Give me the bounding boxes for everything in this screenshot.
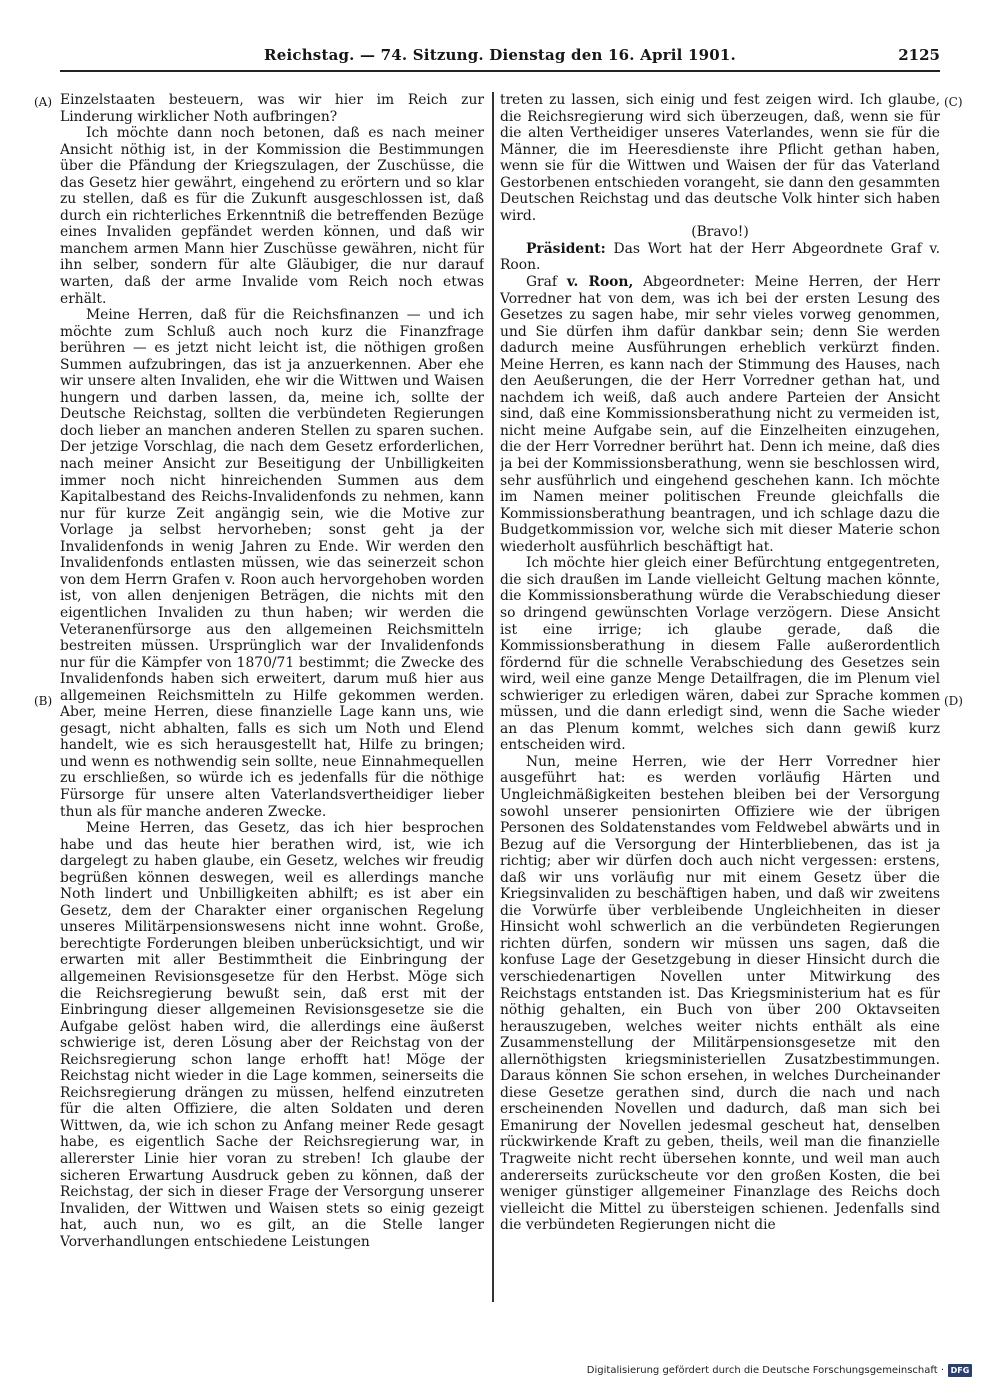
paragraph: treten zu lassen, sich einig und fest zeigen wird. Ich glaube, die Reichsregierung wird sich überzeugen, daß, wenn sie für die alten Vertheidiger unseres Vaterlandes, wenn sie für die Männer, die im Heeresdienste ihre Pflicht gethan haben, wenn sie für die Wittwen und Waisen der für das Vaterland Gestorbenen entschieden vorangeht, sie dann den gesammten Deutschen Reichstag und das deutsche Volk hinter sich haben wird. (500, 92, 940, 224)
page-header (60, 46, 940, 72)
speaker-label: Präsident: (526, 240, 606, 257)
speaker-title: Graf (526, 274, 558, 291)
left-column (60, 92, 484, 1302)
page-title: Reichstag. — 74. Sitzung. Dienstag den 16. April 1901. (264, 46, 736, 64)
digitization-credit (587, 1362, 972, 1378)
right-column (500, 92, 940, 1302)
paragraph: Meine Herren, das Gesetz, das ich hier besprochen habe und das heute hier berathen wird, ist, wie ich dargelegt zu haben glaube, ein Gesetz, welches wir freudig begrüßen können deswegen, weil es allerdings manche Noth lindert und Unbilligkeiten abhilft; es ist aber ein Gesetz, dem der Charakter einer organischen Regelung unseres Militärpensionswesens nicht inne wohnt. Große, berechtigte Forderungen bleiben unberücksichtigt, und wir erwarten mit aller Bestimmtheit die Einbringung der allgemeinen Revisionsgesetze für den Herbst. Möge sich die Reichsregierung bewußt sein, daß erst mit der Einbringung dieser allgemeinen Revisionsgesetze sie die Aufgabe gelöst haben wird, die allerdings eine äußerst schwierige ist, deren Lösung aber der Reichstag von der Reichsregierung schon lange erhofft hat! Möge der Reichstag nicht wieder in die Lage kommen, seinerseits die Reichsregierung drängen zu müssen, helfend einzutreten für die alten Offiziere, die alten Soldaten und deren Wittwen, da, wie ich schon zu Anfang meiner Rede gesagt habe, es eigentlich Sache der Reichsregierung war, in allererster Linie hier voran zu streben! Ich glaube der sicheren Erwartung Ausdruck geben zu können, daß der Reichstag, der sich in dieser Frage der Versorgung unserer Invaliden, der Wittwen und Waisen stets so einig gezeigt hat, auch nun, wo es gilt, an die Stelle langer Vorverhandlungen entschiedene Leistungen (60, 820, 484, 1250)
dfg-logo-icon: DFG (948, 1364, 972, 1377)
paragraph: Ich möchte hier gleich einer Befürchtung entgegentreten, die sich draußen im Lande vielleicht Geltung machen könnte, die Kommissionsberathung würde die Verabschiedung dieser so dringend gewünschten Vorlage verzögern. Diese Ansicht ist eine irrige; ich glaube gerade, daß die Kommissionsberathung in diesem Falle außerordentlich fördernd für die schnelle Verabschiedung des Gesetzes sein wird, weil eine ganze Menge Detailfragen, die im Plenum viel schwieriger zu erledigen wären, dabei zur Sprache kommen müssen, und die dann erledigt sind, wenn die Sache wieder an das Plenum kommt, welches sich dann gewiß kurz entscheiden wird. (500, 555, 940, 754)
paragraph: Meine Herren, daß für die Reichsfinanzen — und ich möchte zum Schluß auch noch kurz die Finanzfrage berühren — es jetzt nicht leicht ist, die nöthigen großen Summen aufzubringen, das ist ja anzuerkennen. Aber ehe wir unsere alten Invaliden, ehe wir die Wittwen und Waisen hungern und darben lassen, da, meine ich, sollte der Deutsche Reichstag, sollten die verbündeten Regierungen doch lieber an manchen anderen Stellen zu sparen suchen. Der jetzige Vorschlag, die nach dem Gesetz erforderlichen, nach meiner Ansicht zur Beseitigung der Unbilligkeiten immer noch nicht hinreichenden Summen aus dem Kapitalbestand des Reichs-Invalidenfonds zu nehmen, kann nur für kurze Zeit angängig sein, wie die Motive zur Vorlage ja selbst hervorheben; sonst geht ja der Invalidenfonds in wenig Jahren zu Ende. Wir werden den Invalidenfonds entlasten müssen, wie das seinerzeit schon von dem Herrn Grafen v. Roon auch hervorgehoben worden ist, von allen denjenigen Beträgen, die nichts mit den eigentlichen Invaliden zu thun haben; wir werden die Veteranenfürsorge aus den allgemeinen Reichsmitteln bestreiten müssen. Ursprünglich war der Invalidenfonds nur für die Kämpfer von 1870/71 bestimmt; die Zwecke des Invalidenfonds haben sich erweitert, darum muß hier aus allgemeinen Reichsmitteln zu Hilfe gekommen werden. Aber, meine Herren, diese finanzielle Lage kann uns, wie gesagt, nicht abhalten, falls es sich um Noth und Elend handelt, wie es sich herausgestellt hat, Hilfe zu bringen; und wenn es nothwendig sein sollte, neue Einnahmequellen zu erschließen, so würde ich es jedenfalls für die nöthige Fürsorge für unsere alten Vaterlandsvertheidiger lieber thun als für manche anderen Zwecke. (60, 307, 484, 820)
column-rule (492, 92, 494, 1302)
paragraph: Einzelstaaten besteuern, was wir hier im Reich zur Linderung wirklicher Noth aufbringen? (60, 92, 484, 125)
paragraph: Ich möchte dann noch betonen, daß es nach meiner Ansicht nöthig ist, in der Kommission die Bestimmungen über die Pfändung der Kriegszulagen, der Zuschüsse, die das Gesetz hier gewährt, eingehend zu erörtern und so klar zu stellen, daß es für die Zukunft ausgeschlossen ist, daß durch ein richterliches Erkenntniß die betreffenden Bezüge eines Invaliden gepfändet werden können, und daß wir manchem armen Mann hier Zuschüsse gewähren, nicht für ihn selber, sondern für alte Gläubiger, die nur darauf warten, daß der arme Invalide vom Reich noch etwas erhält. (60, 125, 484, 307)
margin-marker-c: (C) (944, 95, 963, 109)
speech-text: Abgeordneter: Meine Herren, der Herr Vorredner hat von dem, was ich bei der ersten Lesung des Gesetzes zu sagen habe, mir sehr vieles vorweg genommen, und Sie dürfen ihm dafür dankbar sein; denn Sie werden dadurch meine Ausführungen erheblich verkürzt finden. Meine Herren, es kann nach der Stimmung des Hauses, nach den Aeußerungen, die der Herr Vorredner gethan hat, und nachdem ich weiß, daß auch andere Parteien der Ansicht sind, daß eine Kommissionsberathung nicht zu vermeiden ist, nicht meine Aufgabe sein, auf die Einzelheiten einzugehen, die der Herr Vorredner berührt hat. Denn ich meine, daß dies ja bei der Kommissionsberathung, wenn sie beschlossen wird, sehr ausführlich und eingehend geschehen kann. Ich möchte im Namen meiner politischen Freunde gleichfalls die Kommissionsberathung beantragen, und ich schlage dazu die Budgetkommission vor, welche sich mit dieser Materie schon wiederholt ausführlich beschäftigt hat. (500, 274, 940, 555)
margin-marker-b: (B) (34, 694, 53, 708)
paragraph: Nun, meine Herren, wie der Herr Vorredner hier ausgeführt hat: es werden vorläufig Härten und Ungleichmäßigkeiten bestehen bleiben bei der Versorgung sowohl unserer pensionirten Offiziere wie der übrigen Personen des Soldatenstandes vom Feldwebel abwärts und in Bezug auf die Versorgung der Hinterbliebenen, das ist ja richtig; aber wir dürfen doch auch nicht vergessen: erstens, daß wir uns vorläufig nur mit einem Gesetz über die Kriegsinvaliden zu beschäftigen haben, und daß wir zweitens die Vorwürfe über verbleibende Ungleichheiten in dieser Hinsicht wohl schwerlich an die verbündeten Regierungen richten dürfen, sondern wir müssen uns sagen, daß die konfuse Lage der Gesetzgebung in dieser Hinsicht durch die verschiedenartigen Novellen unter Mitwirkung des Reichstags entstanden ist. Das Kriegsministerium hat es für nöthig gehalten, ein Buch von über 200 Oktavseiten herauszugeben, welches weiter nichts enthält als eine Zusammenstellung der Militärpensionsgesetze mit den allernöthigsten kriegsministeriellen Zusatzbestimmungen. Daraus können Sie schon ersehen, in welches Durcheinander diese Gesetze gerathen sind, durch die nach und nach erscheinenden Novellen und dadurch, daß man sich bei Emanirung der Novellen jedesmal gescheut hat, denselben rückwirkende Kraft zu geben, theils, weil man die finanzielle Tragweite nicht recht übersehen konnte, und weil man auch andererseits zurückscheute vor den großen Kosten, die bei weniger günstiger allgemeiner Finanzlage des Reichs doch vielleicht die Mittel zu übersteigen schienen. Jedenfalls sind die verbündeten Regierungen nicht die (500, 753, 940, 1234)
margin-marker-d: (D) (944, 694, 963, 708)
credit-text: Digitalisierung gefördert durch die Deutsche Forschungsgemeinschaft · (586, 1364, 944, 1376)
header-rule (60, 70, 940, 72)
applause-note: (Bravo!) (691, 224, 749, 241)
page-number: 2125 (898, 46, 940, 64)
roon-speech (500, 274, 940, 555)
speaker-name: v. Roon, (566, 274, 634, 291)
speech-text: Das Wort hat der Herr Abgeordnete Graf v. Roon. (500, 240, 940, 274)
president-speech (500, 241, 940, 274)
margin-marker-a: (A) (34, 95, 53, 109)
